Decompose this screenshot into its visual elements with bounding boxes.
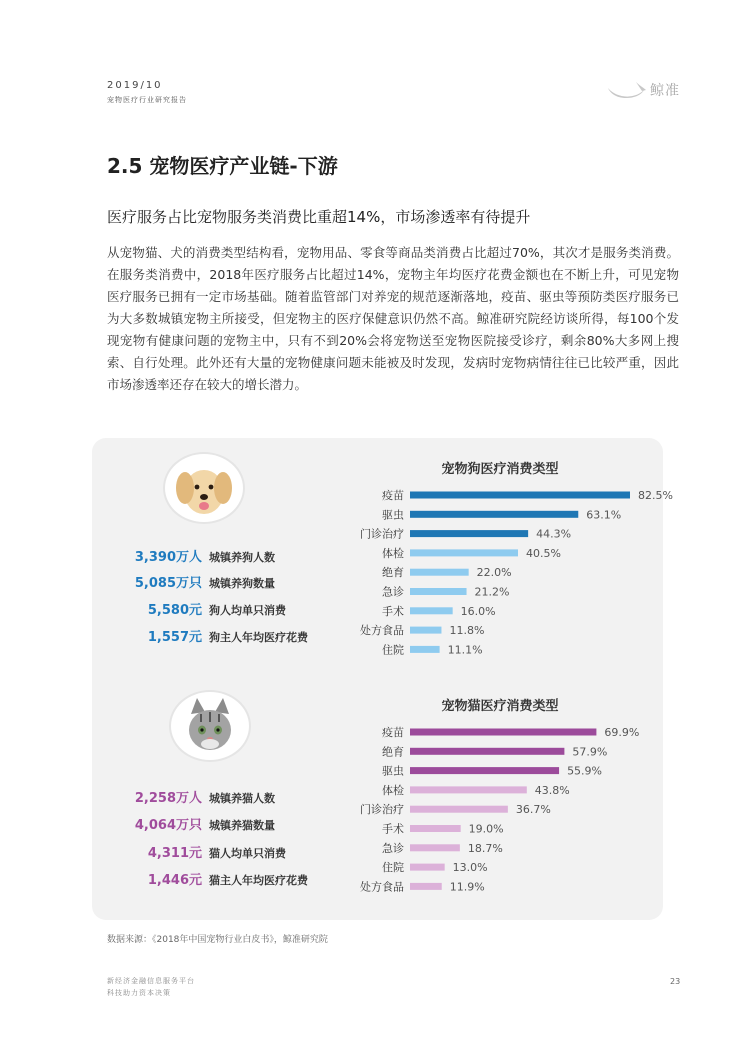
dog-stat-spend: 5,580元 狗人均单只消费 [147, 603, 286, 618]
dog-value-label: 40.5% [526, 546, 561, 560]
cat-value-label: 36.7% [515, 803, 551, 817]
cat-stat-medical: 1,446元 猫主人年均医疗花费 [147, 873, 308, 888]
dog-value-label: 44.3% [536, 527, 572, 541]
cat-category-label: 绝育 [382, 745, 404, 759]
dog-face-icon [165, 454, 243, 522]
footer-slogan-2: 科技助力资本决策 [107, 989, 171, 997]
cat-avatar [169, 690, 251, 762]
dog-stat-owners: 3,390万人 城镇养狗人数 [134, 550, 275, 565]
cat-bar [410, 825, 461, 832]
cat-value-label: 55.9% [567, 764, 603, 778]
dog-value-label: 22.0% [476, 566, 512, 580]
report-date: 2019/10 [107, 80, 163, 91]
cat-category-label: 体检 [382, 783, 404, 797]
cat-category-label: 急诊 [382, 841, 404, 855]
subheading: 医疗服务占比宠物服务类消费比重超14%，市场渗透率有待提升 [107, 208, 531, 226]
cat-bar [410, 786, 527, 793]
dog-category-label: 体检 [382, 546, 404, 560]
cat-bar [410, 767, 559, 774]
cat-category-label: 处方食品 [360, 880, 404, 894]
dog-stat-medical: 1,557元 狗主人年均医疗花费 [147, 630, 308, 645]
dog-bar [410, 549, 518, 556]
dog-bar [410, 607, 453, 614]
dog-category-label: 驱虫 [382, 508, 404, 522]
dog-medical-chart [330, 455, 673, 665]
dog-bar [410, 646, 440, 653]
dog-category-label: 处方食品 [360, 624, 404, 638]
dog-bar [410, 588, 467, 595]
footer-slogan-1: 新经济金融信息服务平台 [107, 977, 195, 985]
cat-bar [410, 844, 460, 851]
dog-value-label: 21.2% [474, 585, 510, 599]
dog-category-label: 门诊治疗 [360, 527, 404, 541]
dog-bar [410, 530, 528, 537]
cat-value-label: 18.7% [467, 841, 503, 855]
cat-bar [410, 729, 596, 736]
cat-value-label: 69.9% [604, 726, 640, 739]
page-number: 23 [670, 977, 681, 986]
report-subtitle: 宠物医疗行业研究报告 [107, 96, 187, 104]
body-paragraph: 从宠物猫、犬的消费类型结构看，宠物用品、零食等商品类消费占比超过70%，其次才是服务类消费。在服务类消费中，2018年医疗服务占比超过14%，宠物主年均医疗花费金额也在不断上升，可见宠物医疗服务已拥有一定市场基础。随着监管部门对养宠的规范逐渐落地，疫苗、驱虫等预防类医疗服务已为大多数城镇宠物主所接受，但宠物主的医疗保健意识仍然不高。鲸准研究院经访谈所得，每100个发现宠物有健康问题的宠物主中，只有不到20%会将宠物送至宠物医院接受诊疗，剩余80%大多网上搜索、自行处理。此外还有大量的宠物健康问题未能被及时发现，发病时宠物病情往往已比较严重，因此市场渗透率还存在较大的增长潜力。 [107, 245, 679, 392]
cat-stat-count: 4,064万只 城镇养猫数量 [134, 818, 275, 833]
cat-bar [410, 883, 442, 890]
cat-chart-title: 宠物猫医疗消费类型 [441, 699, 559, 714]
dog-bar [410, 627, 441, 634]
cat-value-label: 11.9% [449, 880, 485, 894]
cat-value-label: 57.9% [572, 745, 608, 759]
dog-category-label: 急诊 [382, 585, 404, 599]
brand-name: 鲸准 [650, 83, 680, 99]
cat-category-label: 驱虫 [382, 764, 404, 778]
cat-bar [410, 864, 445, 871]
cat-value-label: 43.8% [534, 783, 570, 797]
dog-bar [410, 511, 578, 518]
dog-category-label: 疫苗 [382, 489, 404, 502]
dog-category-label: 绝育 [382, 566, 404, 580]
dog-category-label: 住院 [382, 643, 404, 657]
cat-category-label: 手术 [382, 822, 404, 836]
cat-stat-owners: 2,258万人 城镇养猫人数 [134, 791, 275, 806]
cat-value-label: 13.0% [452, 861, 488, 875]
cat-face-icon [171, 692, 249, 760]
dog-category-label: 手术 [382, 604, 404, 618]
dog-bar [410, 492, 630, 499]
dog-bar [410, 569, 469, 576]
cat-stat-spend: 4,311元 猫人均单只消费 [147, 846, 286, 861]
data-source: 数据来源：《2018年中国宠物行业白皮书》，鲸准研究院 [107, 935, 328, 945]
dog-value-label: 11.1% [447, 643, 483, 657]
cat-bar [410, 748, 564, 755]
dog-value-label: 11.8% [449, 624, 485, 638]
dog-value-label: 16.0% [460, 604, 496, 618]
cat-medical-chart [330, 692, 660, 902]
cat-category-label: 住院 [382, 861, 404, 875]
dog-chart-title: 宠物狗医疗消费类型 [441, 462, 559, 477]
section-title: 2.5 宠物医疗产业链-下游 [107, 154, 338, 178]
cat-bar [410, 806, 508, 813]
dog-value-label: 63.1% [586, 508, 622, 522]
cat-category-label: 门诊治疗 [360, 803, 404, 817]
dog-avatar [163, 452, 245, 524]
dog-stat-count: 5,085万只 城镇养狗数量 [134, 576, 275, 591]
dog-value-label: 82.5% [638, 489, 673, 502]
cat-value-label: 19.0% [468, 822, 504, 836]
cat-category-label: 疫苗 [382, 726, 404, 739]
